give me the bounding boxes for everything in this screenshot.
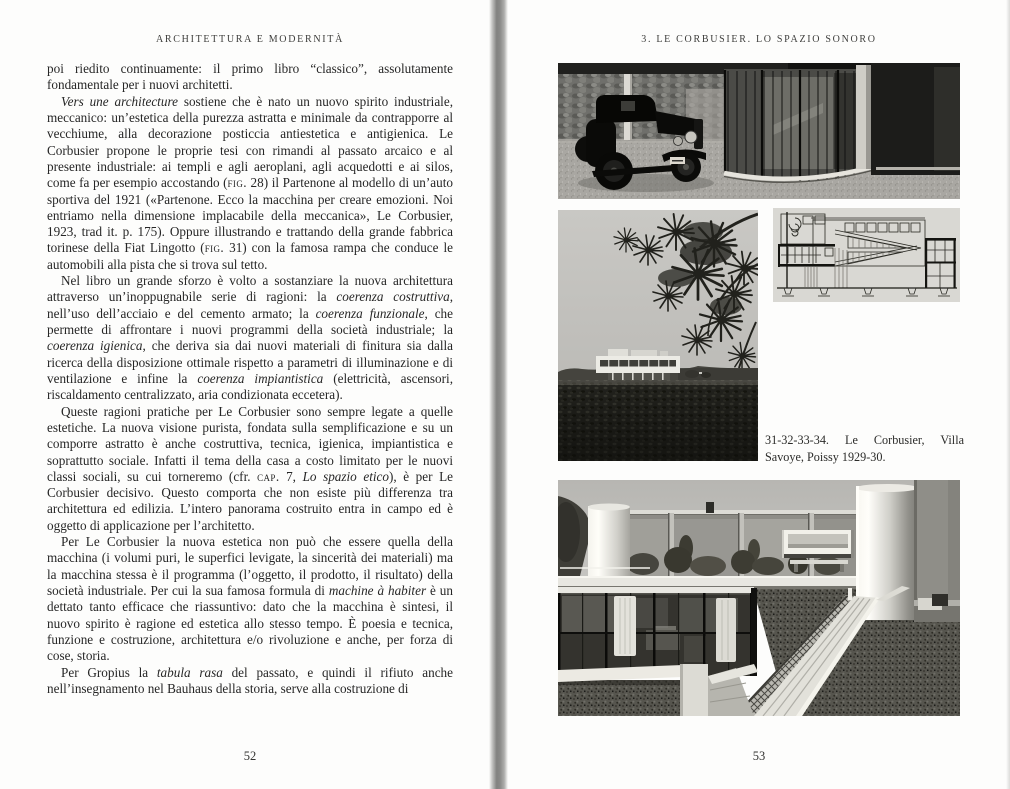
paragraph [47, 61, 453, 94]
body-text-column [47, 61, 453, 697]
paragraph [47, 404, 453, 535]
text-run: coerenza impiantistica [197, 370, 324, 386]
text-run: ), è per Le Corbusier decisivo. Questo comporta che non esiste più differenza tra architettura ed edilizia. L’intero panorama costruito entra in campo ed è oggetto di applicazione per l’architetto. [47, 468, 454, 533]
text-run: coerenza costruttiva [336, 289, 450, 305]
figure-caption: 31-32-33-34. Le Corbusier, Villa Savoye, Poissy 1929-30. [765, 433, 964, 464]
villa-savoye-car-illustration [558, 63, 960, 199]
text-run: Nel libro un grande sforzo è volto a sostanziare la nuova architettura attraverso un’inoppugnabile serie di ragioni: la [47, 273, 453, 305]
page-number-left: 52 [243, 749, 257, 763]
text-run: Vers une architecture [61, 93, 178, 109]
villa-savoye-meadow-illustration [558, 210, 758, 461]
text-run: è un dettato tanto efficace che riassuntivo: dato che la macchina è sintesi, il nuovo spirito è ragione ed estetica allo stesso tempo. È poesia e tecnica, funzione e costruzione, architettura e/o rivoluzione e anche, per forza di cose, storia. [47, 583, 453, 664]
text-run: Per Gropius la [61, 664, 157, 680]
text-run: 28) il Partenone al modello di un’auto sportiva del 1921 («Partenone. Ecco la macchina per creare emozioni. Noi entriamo nella dimensione implacabile della meccanica», Le Corbusier, 1923, trad it. p. 175). Oppure illustrando e trattando della grande fabbrica torinese della Fiat Lingotto ( [47, 175, 453, 256]
page-number-right: 53 [752, 749, 766, 763]
figure-villa-savoye-car [558, 63, 960, 199]
text-run: cap. [257, 468, 280, 484]
text-run: (elettricità, ascensori, riscaldamento centralizzato, aria condizionata eccetera). [47, 370, 454, 403]
text-run: Queste ragioni pratiche per Le Corbusier sono sempre legate a quelle estetiche. La nuova visione purista, fondata sulla semplificazione e su un comporre astratto è anche costruttiva, tecnica, igienica, impiantistica e soprattutto sociale. Infatti il tema della casa a costo limitato per le nuovi classi sociali, su cui torneremo (cfr. [47, 403, 453, 484]
text-run: machine à habiter [328, 583, 427, 598]
text-run: coerenza igienica [47, 338, 143, 354]
figure-villa-savoye-roof-terrace [558, 480, 960, 716]
paragraph [47, 534, 453, 665]
text-run: del passato, e quindi il rifiuto anche nell’insegnamento nel Bauhaus della storia, serve alla costruzione di [47, 664, 453, 696]
text-run: coerenza funzionale [315, 305, 425, 321]
running-header-right: 3. LE CORBUSIER. LO SPAZIO SONORO [641, 34, 877, 45]
text-run: , nell’uso dell’acciaio e del cemento armato; la [47, 289, 453, 321]
figure-villa-savoye-meadow [558, 210, 758, 461]
page-edge [1006, 0, 1010, 789]
text-run: , che permette di affrontare i nuovi programmi della società industriale; la [47, 305, 454, 337]
text-run: Per Le Corbusier la nuova estetica non può che essere quella della macchina (i volumi puri, le superfici levigate, la sincerità dei materiali) ma la macchina stessa è il programma (l’oggetto, il prodotto, il risultato) della società industriale. Per cui la sua famosa formula di [47, 534, 453, 598]
text-run: fig. [204, 240, 225, 256]
text-run: poi riedito continuamente: il primo libro “classico”, assolutamente fondamentale per i nuovi architetti. [47, 61, 453, 93]
villa-savoye-roof-illustration [558, 480, 960, 716]
paragraph [47, 94, 453, 273]
text-run: , che deriva sia dai nuovi materiali di finitura sia dalla ricerca della disposizione ottimale rispetto a parametri di illuminazione e di ventilazione e infine la [47, 338, 453, 386]
paragraph [47, 273, 453, 404]
text-run: 7, [279, 468, 303, 484]
running-header-left: ARCHITETTURA E MODERNITÀ [155, 34, 344, 45]
text-run: 31) con la famosa rampa che conduce le automobili alla pista che si trova sul tetto. [47, 240, 454, 272]
text-run: fig. [227, 175, 247, 191]
text-run: Lo spazio etico [302, 468, 389, 484]
text-run: sostiene che è nato un nuovo spirito industriale, meccanico: un’estetica della purezza astratta e minimale da contrapporre al vecchiume, alla decorazione posticcia antiestetica e antigienica. Le Corbusier propone le proprie tesi con rimandi al passato arcaico e al presente industriale: ai templi e agli aeroplani, agli acquedotti e ai silos, come fa per esempio accostando ( [47, 93, 453, 191]
figure-villa-savoye-section [773, 208, 960, 302]
text-run: tabula rasa [156, 664, 223, 680]
book-gutter [489, 0, 508, 789]
villa-savoye-section-illustration [773, 208, 960, 302]
paragraph [47, 665, 453, 698]
